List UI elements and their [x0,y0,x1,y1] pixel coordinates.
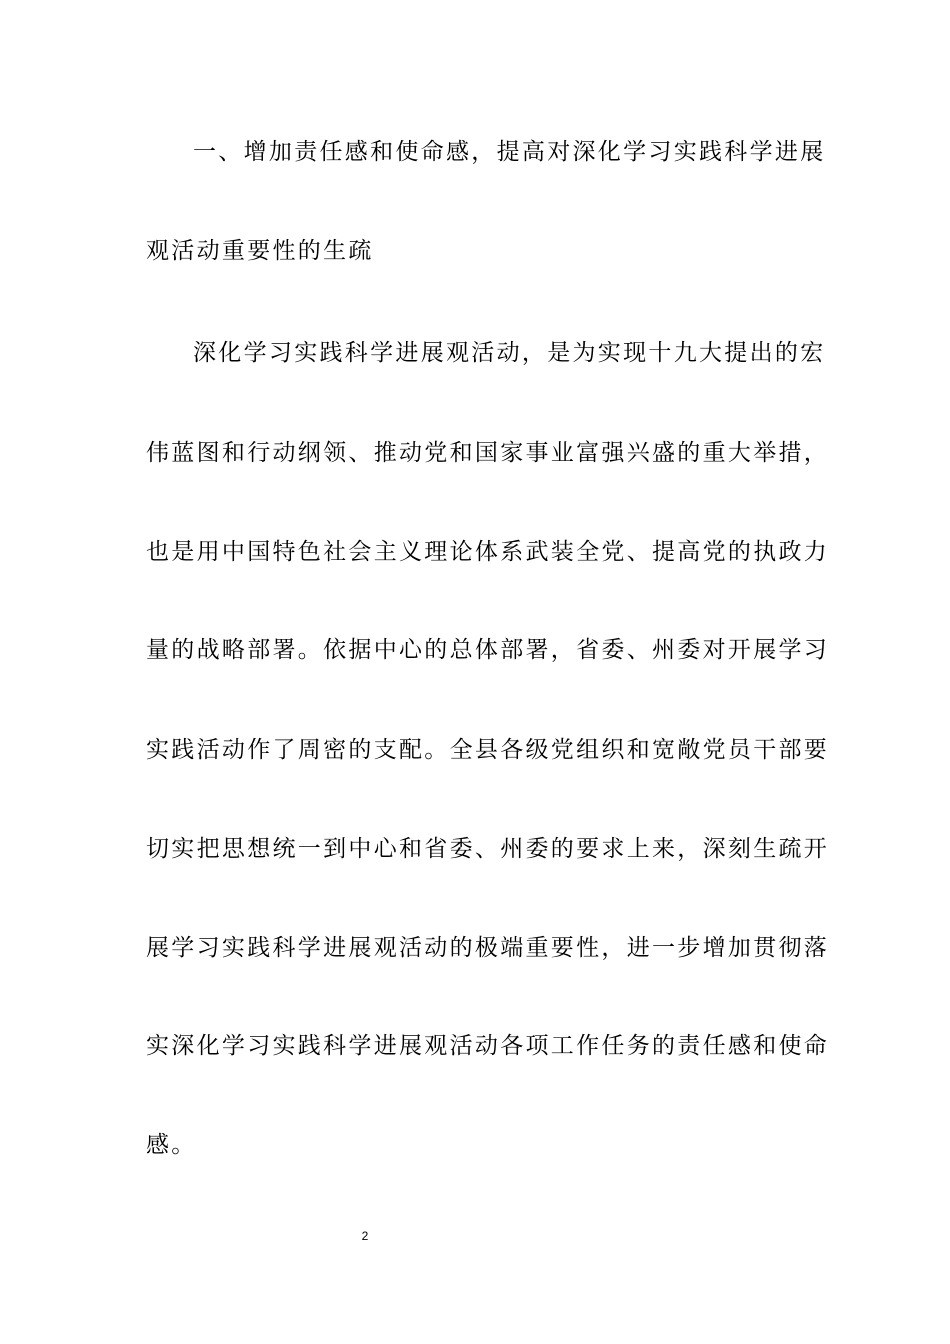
paragraph-line: 深化学习实践科学进展观活动，是为实现十九大提出的宏 [193,340,826,366]
paragraph-line: 伟蓝图和行动纲领、推动党和国家事业富强兴盛的重大举措， [146,440,830,466]
section-heading-line: 一、增加责任感和使命感，提高对深化学习实践科学进展 [193,139,826,165]
paragraph-line: 实深化学习实践科学进展观活动各项工作任务的责任感和使命 [146,1033,830,1059]
section-heading-line: 观活动重要性的生疏 [146,238,374,264]
paragraph-line: 展学习实践科学进展观活动的极端重要性，进一步增加贯彻落 [146,935,830,961]
page-number: 2 [361,1229,369,1243]
paragraph-line: 感。 [146,1132,197,1158]
paragraph-line: 实践活动作了周密的支配。全县各级党组织和宽敞党员干部要 [146,737,830,763]
paragraph-line: 也是用中国特色社会主义理论体系武装全党、提高党的执政力 [146,539,830,565]
paragraph-line: 切实把思想统一到中心和省委、州委的要求上来，深刻生疏开 [146,836,830,862]
paragraph-line: 量的战略部署。依据中心的总体部署，省委、州委对开展学习 [146,637,830,663]
